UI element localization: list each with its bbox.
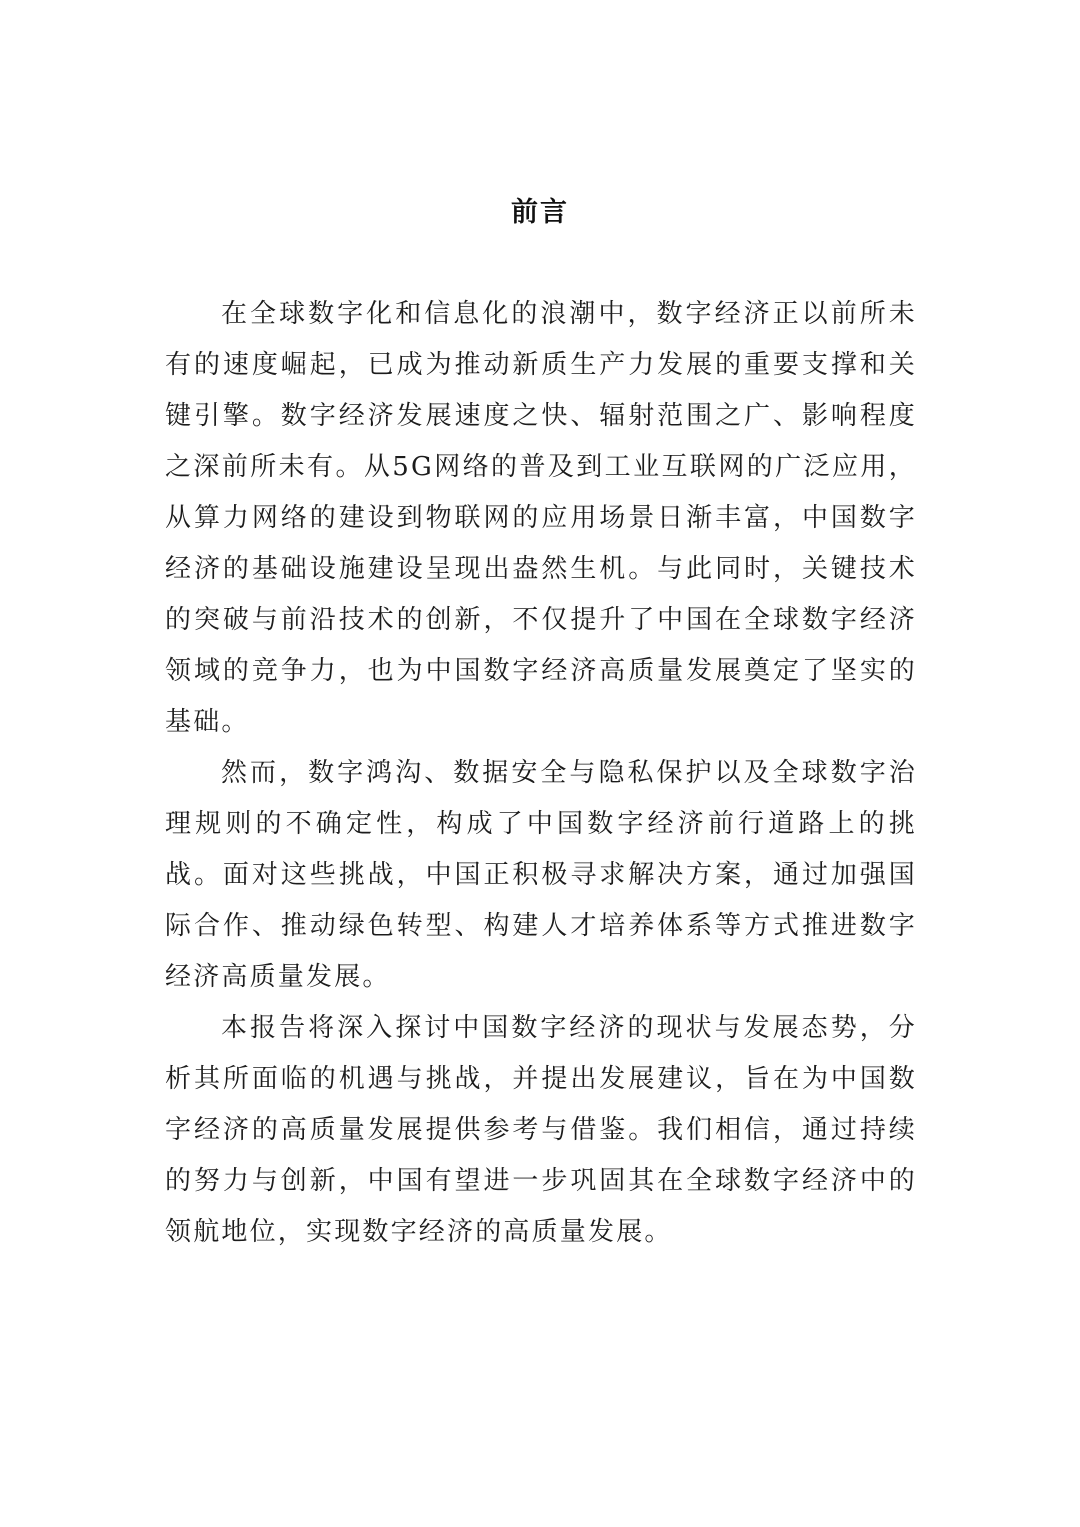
body-text xyxy=(165,289,917,1258)
page-title: 前言 xyxy=(511,197,569,228)
paragraph-3: 本报告将深入探讨中国数字经济的现状与发展态势，分析其所面临的机遇与挑战，并提出发展建议，旨在为中国数字经济的高质量发展提供参考与借鉴。我们相信，通过持续的努力与创新，中国有望进一步巩固其在全球数字经济中的领航地位，实现数字经济的高质量发展。 xyxy=(165,1013,917,1247)
paragraph-2: 然而，数字鸿沟、数据安全与隐私保护以及全球数字治理规则的不确定性，构成了中国数字经济前行道路上的挑战。面对这些挑战，中国正积极寻求解决方案，通过加强国际合作、推动绿色转型、构建人才培养体系等方式推进数字经济高质量发展。 xyxy=(165,758,917,992)
paragraph-1: 在全球数字化和信息化的浪潮中，数字经济正以前所未有的速度崛起，已成为推动新质生产力发展的重要支撑和关键引擎。数字经济发展速度之快、辐射范围之广、影响程度之深前所未有。从5G网络的普及到工业互联网的广泛应用，从算力网络的建设到物联网的应用场景日渐丰富，中国数字经济的基础设施建设呈现出盎然生机。与此同时，关键技术的突破与前沿技术的创新，不仅提升了中国在全球数字经济领域的竞争力，也为中国数字经济高质量发展奠定了坚实的基础。 xyxy=(165,299,917,737)
